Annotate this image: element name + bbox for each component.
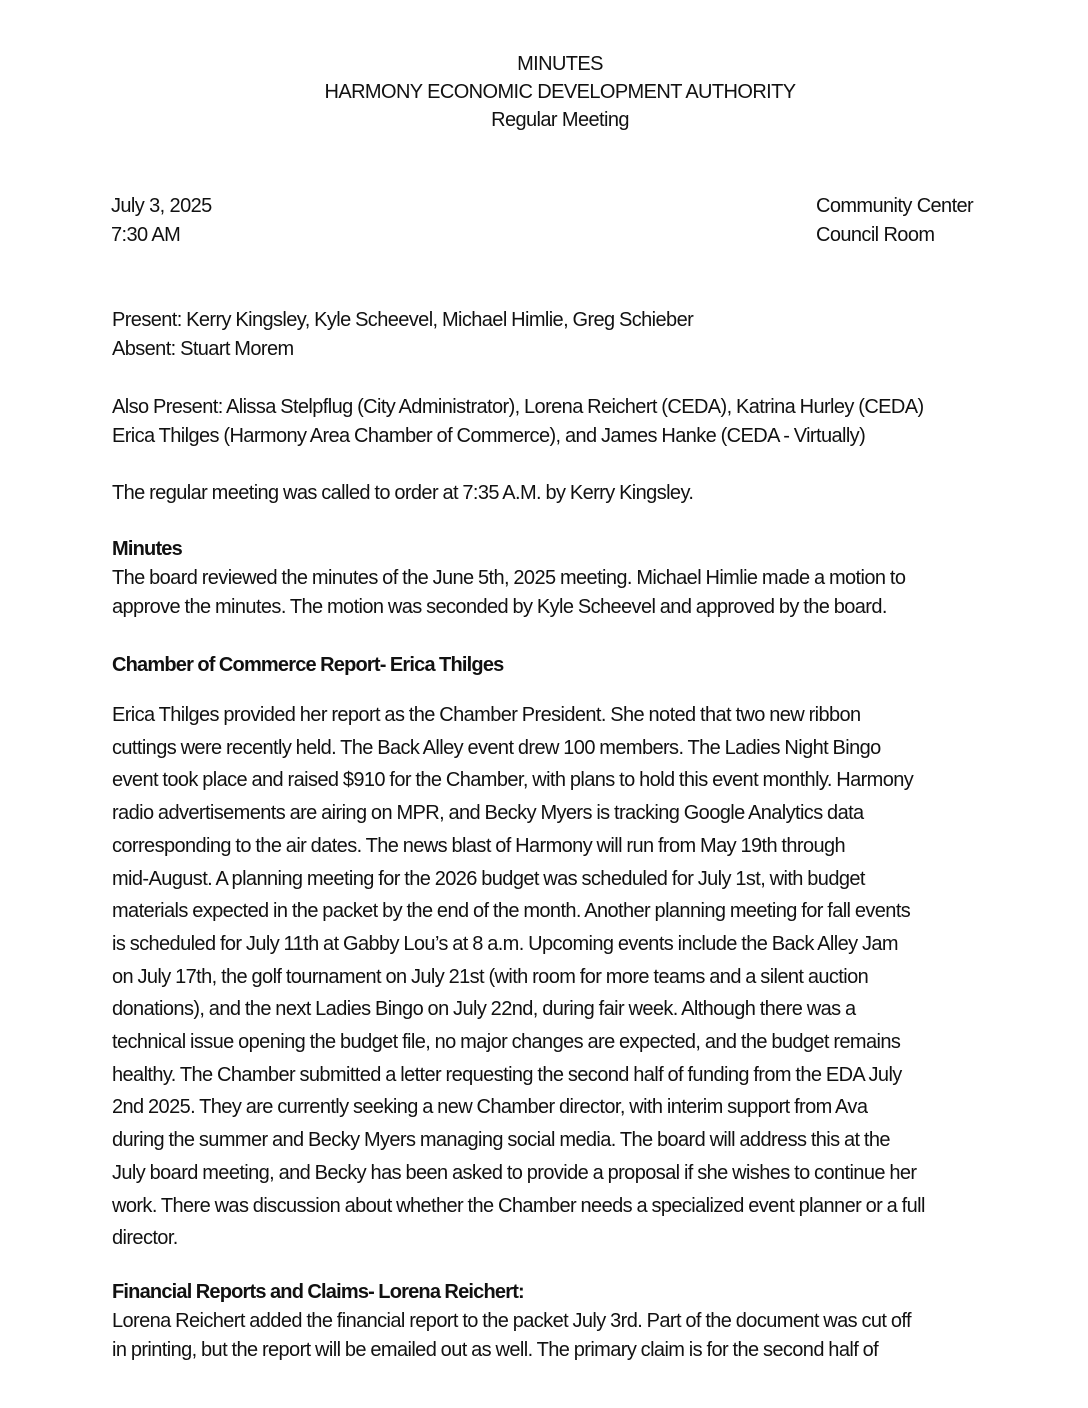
location-building: Community Center — [816, 195, 974, 217]
also-present-line: Erica Thilges (Harmony Area Chamber of Commerce), and James Hanke (CEDA - Virtually) — [112, 425, 866, 447]
chamber-text-line: is scheduled for July 11th at Gabby Lou’s at 8 a.m. Upcoming events include the Back Alley Jam — [112, 932, 898, 955]
also-present-block — [112, 393, 1012, 451]
meeting-date: July 3, 2025 — [111, 195, 212, 217]
document-title-block — [0, 50, 1088, 134]
minutes-text-line: approve the minutes. The motion was seconded by Kyle Scheevel and approved by the board. — [112, 596, 887, 618]
chamber-heading: Chamber of Commerce Report- Erica Thilges — [112, 654, 504, 676]
chamber-text-line: materials expected in the packet by the end of the month. Another planning meeting for fall events — [112, 900, 911, 923]
meeting-location — [816, 192, 973, 250]
chamber-text-line: director. — [112, 1227, 178, 1250]
organization-name: HARMONY ECONOMIC DEVELOPMENT AUTHORITY — [324, 81, 796, 103]
minutes-text-line: The board reviewed the minutes of the June 5th, 2025 meeting. Michael Himlie made a motion to — [112, 567, 906, 589]
financial-text-line: Lorena Reichert added the financial report to the packet July 3rd. Part of the document was cut off — [112, 1310, 911, 1332]
chamber-text-line: cuttings were recently held. The Back Alley event drew 100 members. The Ladies Night Bingo — [112, 736, 881, 759]
chamber-text-line: corresponding to the air dates. The news blast of Harmony will run from May 19th through — [112, 834, 846, 857]
chamber-text-line: on July 17th, the golf tournament on July 21st (with room for more teams and a silent auction — [112, 965, 869, 988]
meeting-time: 7:30 AM — [111, 224, 181, 246]
minutes-heading: Minutes — [112, 538, 182, 560]
call-to-order — [112, 479, 1012, 508]
financial-text-line: in printing, but the report will be emailed out as well. The primary claim is for the second half of — [112, 1339, 879, 1361]
chamber-report-body — [112, 699, 1012, 1255]
absent-members: Absent: Stuart Morem — [112, 338, 294, 360]
doc-type-title: MINUTES — [517, 53, 603, 75]
chamber-text-line: radio advertisements are airing on MPR, and Becky Myers is tracking Google Analytics data — [112, 802, 864, 825]
present-members: Present: Kerry Kingsley, Kyle Scheevel, Michael Himlie, Greg Schieber — [112, 309, 694, 331]
also-present-line: Also Present: Alissa Stelpflug (City Administrator), Lorena Reichert (CEDA), Katrina Hurley (CEDA) — [112, 396, 924, 418]
chamber-text-line: during the summer and Becky Myers managing social media. The board will address this at the — [112, 1129, 890, 1152]
chamber-text-line: technical issue opening the budget file, no major changes are expected, and the budget remains — [112, 1031, 901, 1054]
chamber-section-heading-block — [112, 651, 1012, 680]
chamber-text-line: July board meeting, and Becky has been asked to provide a proposal if she wishes to continue her — [112, 1161, 917, 1184]
chamber-text-line: work. There was discussion about whether the Chamber needs a specialized event planner or a full — [112, 1194, 925, 1217]
chamber-text-line: healthy. The Chamber submitted a letter requesting the second half of funding from the EDA July — [112, 1063, 902, 1086]
chamber-text-line: mid-August. A planning meeting for the 2026 budget was scheduled for July 1st, with budget — [112, 867, 865, 890]
location-room: Council Room — [816, 224, 935, 246]
chamber-text-line: donations), and the next Ladies Bingo on July 22nd, during fair week. Although there was a — [112, 998, 856, 1021]
chamber-text-line: 2nd 2025. They are currently seeking a new Chamber director, with interim support from Ava — [112, 1096, 868, 1119]
meeting-datetime — [111, 192, 212, 250]
attendance-block — [112, 306, 1012, 364]
financial-section — [112, 1278, 1012, 1365]
financial-heading: Financial Reports and Claims- Lorena Reichert: — [112, 1281, 524, 1303]
meeting-type: Regular Meeting — [491, 109, 629, 131]
call-to-order-text: The regular meeting was called to order at 7:35 A.M. by Kerry Kingsley. — [112, 482, 694, 504]
chamber-text-line: event took place and raised $910 for the Chamber, with plans to hold this event monthly. Harmony — [112, 769, 914, 792]
minutes-section — [112, 535, 1012, 622]
chamber-text-line: Erica Thilges provided her report as the Chamber President. She noted that two new ribbon — [112, 704, 861, 726]
